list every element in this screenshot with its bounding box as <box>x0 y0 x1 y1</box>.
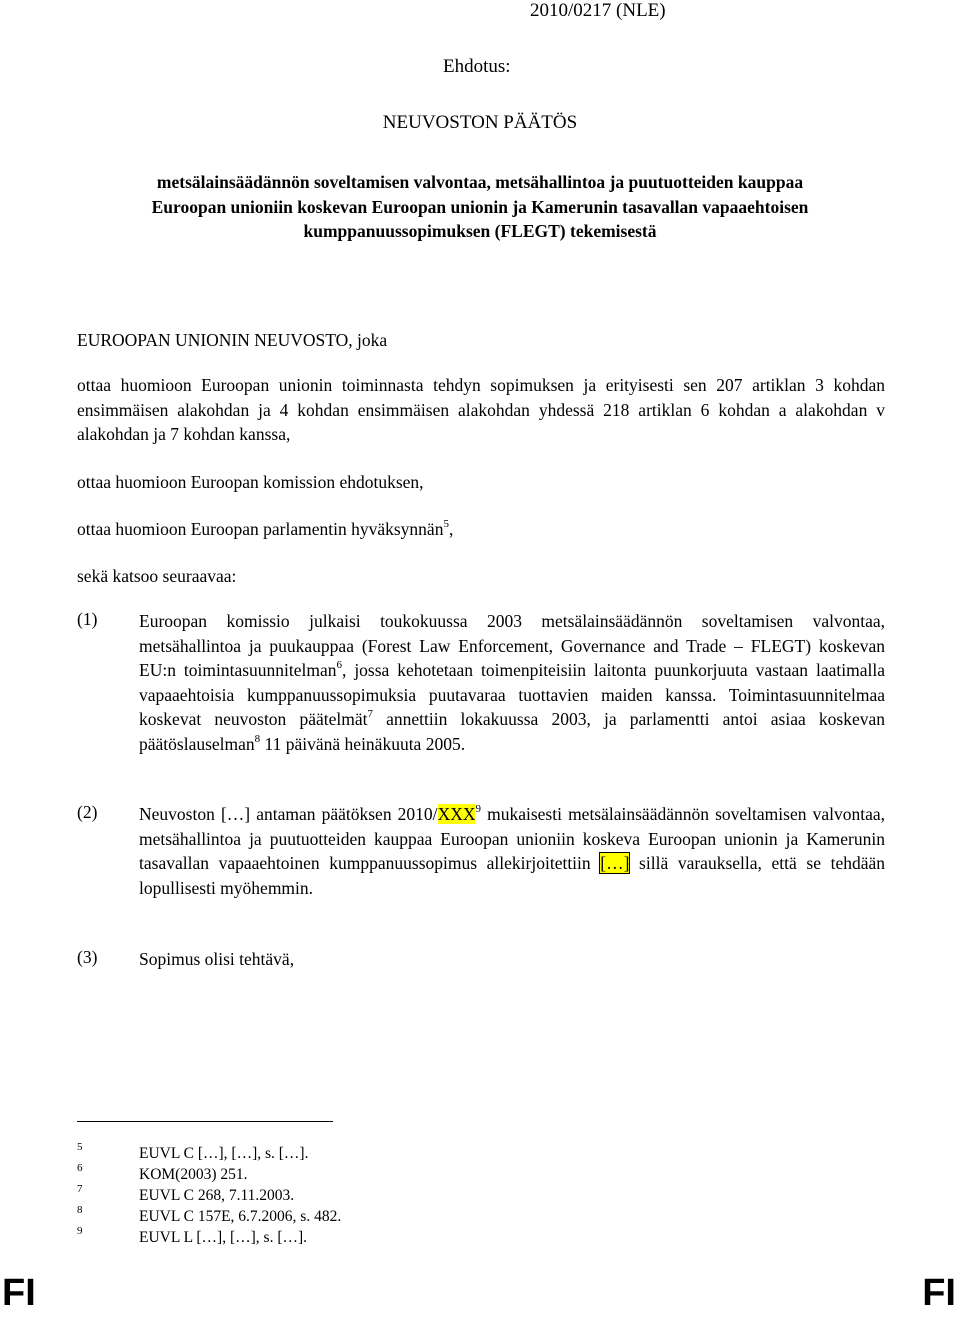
highlighted-placeholder: XXX <box>437 804 476 824</box>
recital-text-part: 11 päivänä heinäkuuta 2005. <box>260 733 466 754</box>
footnote-ref[interactable]: 9 <box>475 802 481 815</box>
footnote-number: 7 <box>77 1183 83 1195</box>
recital-number: (2) <box>77 802 98 822</box>
citation-parliament <box>77 517 885 542</box>
subtitle-line: Euroopan unioniin koskevan Euroopan unionin ja Kamerunin tasavallan vapaaehtoisen <box>151 196 809 217</box>
footnote-ref[interactable]: 5 <box>443 517 449 530</box>
footnote-separator <box>77 1121 333 1122</box>
recital-text: Sopimus olisi tehtävä, <box>139 949 295 969</box>
footnote-text: EUVL L […], […], s. […]. <box>139 1229 308 1246</box>
citation-treaty: ottaa huomioon Euroopan unionin toiminnasta tehdyn sopimuksen ja erityisesti sen 207 artiklan 3 kohdan ensimmäisen alakohdan ja 4 kohdan ensimmäisen alakohdan yhdessä 218 artiklan 6 kohdan a alakohdan v alakohdan ja 7 kohdan kanssa, <box>77 375 885 444</box>
footnote-number: 6 <box>77 1162 83 1174</box>
recital-text-part: annettiin lokakuussa 2003, ja parlamentti antoi asiaa koskevan päätöslauselman <box>139 709 885 754</box>
recital-text-part: , jossa kehotetaan toimenpiteisiin laitonta puunkorjuuta vastaan laatimalla vapaaehtoisia kumppanuussopimuksia puutavaraa tuottavien maiden kanssa. Toimintasuunnitelmaa koskevat neuvoston päätelmät <box>139 660 885 729</box>
footnote <box>77 1183 477 1209</box>
footnote <box>77 1225 477 1251</box>
footnote-text: EUVL C 157E, 6.7.2006, s. 482. <box>139 1208 342 1225</box>
procedure-reference: 2010/0217 (NLE) <box>530 0 666 21</box>
language-code-left: FI <box>2 1272 36 1314</box>
recital-text <box>139 802 885 900</box>
recital-text-part: Euroopan komissio julkaisi toukokuussa 2003 metsälainsäädännön soveltamisen valvontaa, metsähallintoa ja puukauppaa (Forest Law Enforcement, Governance and Trade – FLEGT) koskevan EU:n toimintasuunnitelman <box>139 611 885 680</box>
footnote-text: KOM(2003) 251. <box>139 1166 248 1183</box>
footnote-number: 9 <box>77 1225 83 1237</box>
document-title: NEUVOSTON PÄÄTÖS <box>382 112 578 133</box>
subtitle-line: metsälainsäädännön soveltamisen valvontaa, metsähallintoa ja puutuotteiden kauppaa <box>156 172 804 192</box>
proposal-label: Ehdotus: <box>443 56 511 77</box>
recital-text-part: sillä varauksella, että se tehdään lopullisesti myöhemmin. <box>139 853 885 898</box>
recital-number: (1) <box>77 609 98 629</box>
recital-text-part: mukaisesti metsälainsäädännön soveltamisen valvontaa, metsähallintoa ja puutuotteiden kauppaa Euroopan unioniin koskeva Euroopan unionin ja Kamerunin tasavallan vapaaehtoinen kumppanuussopimus allekirjoitettiin <box>139 804 885 873</box>
whereas-intro: sekä katsoo seuraavaa: <box>77 566 237 586</box>
footnote-number: 8 <box>77 1204 83 1216</box>
document-subtitle <box>60 170 900 244</box>
recital-number: (3) <box>77 947 98 967</box>
footnote-ref[interactable]: 8 <box>254 732 261 745</box>
citation-parliament-text: ottaa huomioon Euroopan parlamentin hyväksynnän <box>77 519 444 539</box>
footnote-text: EUVL C […], […], s. […]. <box>139 1145 309 1162</box>
citation-parliament-end: , <box>448 519 454 539</box>
highlighted-placeholder: […] <box>600 853 630 873</box>
subtitle-line: kumppanuussopimuksen (FLEGT) tekemisestä <box>303 221 657 241</box>
footnote-number: 5 <box>77 1141 83 1153</box>
footnote <box>77 1162 477 1188</box>
recital-text <box>139 609 885 756</box>
footnote-text: EUVL C 268, 7.11.2003. <box>139 1187 295 1204</box>
language-code-right: FI <box>922 1272 956 1314</box>
footnote <box>77 1141 477 1167</box>
preamble-opening: EUROOPAN UNIONIN NEUVOSTO, joka <box>77 330 388 350</box>
footnote-ref[interactable]: 7 <box>367 707 373 720</box>
citation-commission: ottaa huomioon Euroopan komission ehdotuksen, <box>77 472 424 492</box>
recital-text-part: Neuvoston […] antaman päätöksen 2010/ <box>139 804 438 824</box>
footnote-ref[interactable]: 6 <box>336 658 342 671</box>
footnote <box>77 1204 477 1230</box>
